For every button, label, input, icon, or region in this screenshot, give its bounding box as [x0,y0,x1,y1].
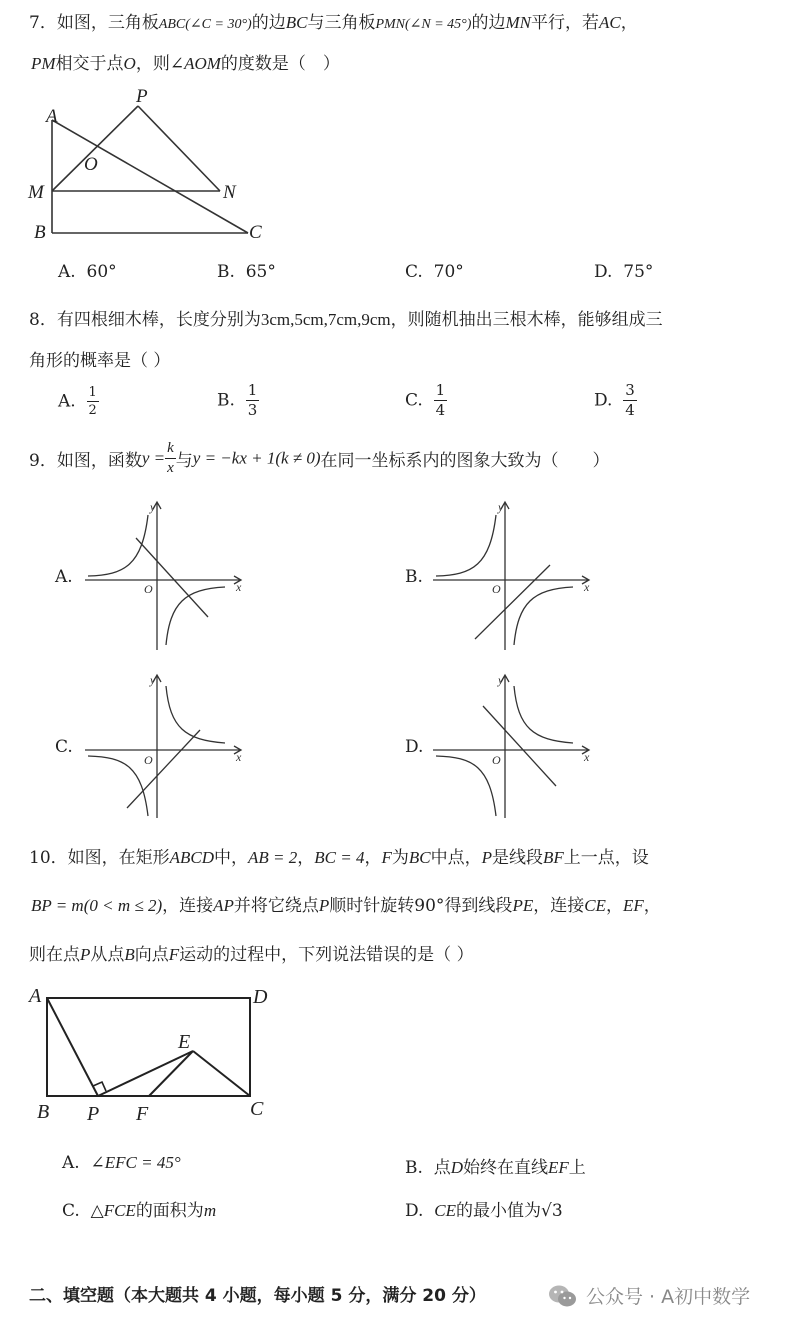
line-graph [127,730,200,808]
q8-stem-line2: 角形的概率是（ ） [29,351,171,371]
q9-stem: 9．如图，函数y = $\frac{k}{x}$ 与y = −kx + 1(k ≠ 0)在同一坐标系内的图象大致为（ ） [29,440,610,476]
q7-label-P: P [136,86,148,107]
q8-option-a[interactable]: A. $\frac{1}{2}$ [58,385,97,418]
q7-label-B: B [34,222,46,243]
hyperbola-branch-lower [88,756,148,816]
q10-option-d[interactable]: D. CE的最小值为√3 [405,1201,563,1221]
q7-line-PN [138,106,220,191]
hyperbola-branch-upper [88,515,148,576]
q9-option-a-label[interactable]: A. [55,567,73,587]
q9-option-b-label[interactable]: B. [405,567,423,587]
q7-line-PM [52,106,138,191]
origin-label: O [492,753,501,767]
q10-label-E: E [178,1031,191,1053]
q10-line-CE [193,1051,250,1096]
section-2-heading: 二、填空题（本大题共 4 小题，每小题 5 分，满分 20 分） [29,1286,486,1306]
hyperbola-branch-lower [436,756,496,816]
q7-stem-line2: PM相交于点O，则∠AOM的度数是（ ） [31,54,340,74]
origin-label: O [492,582,501,596]
q7-option-d[interactable]: D. 75° [594,262,654,282]
q10-label-F: F [136,1103,149,1125]
q7-option-b[interactable]: B. 65° [217,262,276,282]
q10-option-a[interactable]: A. ∠EFC = 45° [62,1153,181,1173]
q9-graph-a[interactable] [80,495,250,655]
q8-fraction-d: $\frac{3}{4}$ [625,381,635,419]
q8-option-c[interactable]: C. $\frac{1}{4}$ [405,381,446,419]
q7-label-O: O [84,154,98,175]
q8-fraction-c: $\frac{1}{4}$ [435,381,446,419]
x-label: x [236,580,242,594]
q9-option-d-label[interactable]: D. [405,737,424,757]
y-label: y [150,500,156,514]
q9-option-c-label[interactable]: C. [55,737,73,757]
wechat-icon [548,1283,578,1309]
hyperbola-branch-lower [514,587,573,645]
q10-label-A: A [29,985,42,1007]
q10-stem-line1: 10．如图，在矩形ABCD中，AB = 2，BC = 4，F为BC中点，P是线段BF上一点，设 [29,848,649,868]
hyperbola-branch-upper [436,515,496,576]
x-label: x [584,750,590,764]
q9-graph-b[interactable] [428,495,598,655]
line-graph [136,538,208,617]
q7-line-AC [52,120,248,233]
hyperbola-branch-upper [514,686,573,743]
q9-graph-d[interactable] [428,668,598,828]
q10-label-D: D [253,986,268,1008]
q7-label-C: C [249,222,262,243]
q9-graph-c[interactable] [80,668,250,828]
origin-label: O [144,582,153,596]
q7-stem-line1: 7．如图，三角板ABC(∠C = 30°)的边BC与三角板PMN(∠N = 45°)的边MN平行，若AC， [29,13,638,33]
origin-label: O [144,753,153,767]
q7-label-A: A [46,106,58,127]
rectangle-ABCD [47,998,250,1096]
q10-line-EF [149,1051,193,1096]
q10-stem-line3: 则在点P从点B向点F运动的过程中，下列说法错误的是（ ） [29,945,474,965]
q10-option-c[interactable]: C. △FCE的面积为m [62,1201,217,1221]
x-label: x [584,580,590,594]
q8-stem-line1: 8．有四根细木棒，长度分别为3cm,5cm,7cm,9cm，则随机抽出三根木棒，能够组成三 [29,310,663,330]
q8-fraction-b: $\frac{1}{3}$ [247,381,258,419]
watermark-text: 公众号 · A初中数学 [586,1286,751,1308]
q10-stem-line2: BP = m(0 < m ≤ 2)，连接AP并将它绕点P顺时针旋转90°得到线段PE，连接CE，EF， [31,896,661,916]
q10-line-PE [98,1051,193,1096]
q10-label-B: B [37,1101,50,1123]
y-label: y [498,673,504,687]
q10-label-C: C [250,1098,264,1120]
q9-fraction-k-over-x: $\frac{k}{x}$ [167,440,174,476]
q8-fraction-a: $\frac{1}{2}$ [88,385,97,418]
q7-label-N: N [223,182,236,203]
hyperbola-branch-lower [166,587,225,645]
watermark [548,1282,750,1309]
q7-figure [20,80,280,250]
line-graph [475,565,550,639]
q8-option-b[interactable]: B. $\frac{1}{3}$ [217,381,258,419]
q7-label-M: M [28,182,44,203]
y-label: y [150,673,156,687]
line-graph [483,706,556,786]
q10-option-b[interactable]: B. 点D始终在直线EF上 [405,1158,586,1178]
y-label: y [498,500,504,514]
q8-option-d[interactable]: D. $\frac{3}{4}$ [594,381,635,419]
q10-line-AP [47,998,98,1096]
q10-figure [20,980,290,1130]
x-label: x [236,750,242,764]
q7-option-c[interactable]: C. 70° [405,262,464,282]
q10-label-P: P [87,1103,100,1125]
q7-option-a[interactable]: A. 60° [58,262,117,282]
